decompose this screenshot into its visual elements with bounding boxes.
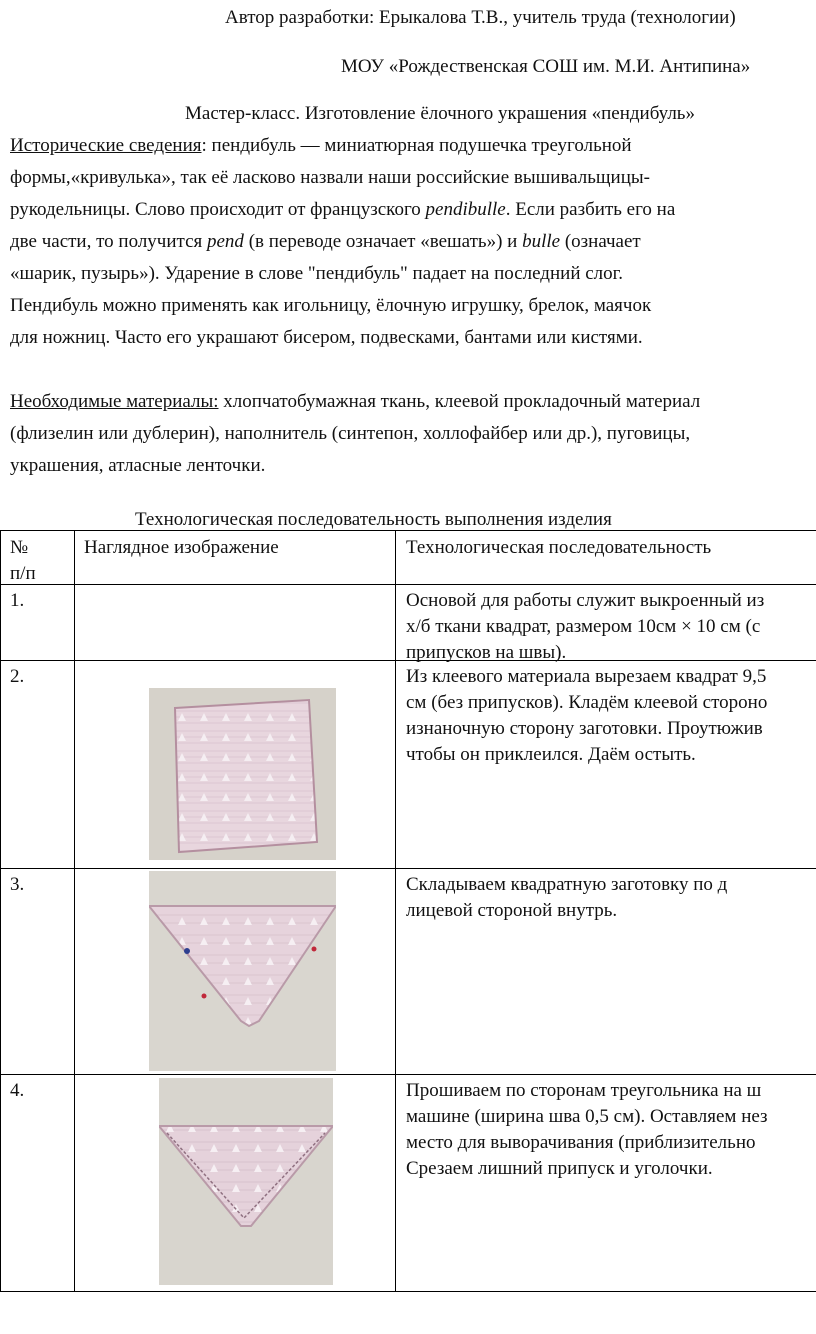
fabric-square-photo <box>149 688 336 860</box>
folded-triangle-photo <box>149 871 336 1071</box>
technology-table <box>0 530 816 1292</box>
row-2-num: 2. <box>10 666 25 687</box>
table-border <box>0 530 816 531</box>
folded-triangle-image <box>149 871 336 1071</box>
header-num: № п/п <box>10 537 36 584</box>
row-4-text: Прошиваем по сторонам треугольника на ш машине (ширина шва 0,5 см). Оставляем нез место для выворачивания (приблизительно Срезаем лишний припуск и уголочки. <box>406 1080 768 1179</box>
history-label: Исторические сведения <box>10 135 202 156</box>
history-line-6: Пендибуль можно применять как игольницу, ёлочную игрушку, брелок, маячок <box>10 295 652 316</box>
history-line-4: две части, то получится pend (в переводе означает «вешать») и bulle (означает <box>10 231 641 252</box>
header-sequence: Технологическая последовательность <box>406 537 712 558</box>
table-border <box>0 584 816 585</box>
table-border <box>0 1074 816 1075</box>
history-line-3: рукодельницы. Слово происходит от французского pendibulle. Если разбить его на <box>10 199 676 220</box>
school-line: МОУ «Рождественская СОШ им. М.И. Антипина» <box>341 56 751 77</box>
table-border <box>395 530 396 1292</box>
table-border <box>0 868 816 869</box>
table-border <box>0 1291 816 1292</box>
table-title: Технологическая последовательность выполнения изделия <box>135 509 612 530</box>
author-line: Автор разработки: Ерыкалова Т.В., учитель труда (технологии) <box>225 7 736 28</box>
materials-line-1: Необходимые материалы: хлопчатобумажная ткань, клеевой прокладочный материал <box>10 391 701 412</box>
materials-label: Необходимые материалы: <box>10 391 219 412</box>
header-image: Наглядное изображение <box>84 537 279 558</box>
stitched-triangle-photo <box>159 1078 333 1285</box>
history-line-7: для ножниц. Часто его украшают бисером, подвесками, бантами или кистями. <box>10 327 643 348</box>
row-4-num: 4. <box>10 1080 25 1101</box>
table-border <box>0 530 1 1292</box>
row-3-text: Складываем квадратную заготовку по д лицевой стороной внутрь. <box>406 874 728 921</box>
table-border <box>74 530 75 1292</box>
materials-line-2: (флизелин или дублерин), наполнитель (синтепон, холлофайбер или др.), пуговицы, <box>10 423 691 444</box>
fabric-square-image <box>149 688 336 860</box>
materials-line-3: украшения, атласные ленточки. <box>10 455 266 476</box>
row-3-num: 3. <box>10 874 25 895</box>
page-title: Мастер-класс. Изготовление ёлочного украшения «пендибуль» <box>185 103 695 124</box>
row-2-text: Из клеевого материала вырезаем квадрат 9,5 см (без припусков). Кладём клеевой стороно изнаночную сторону заготовки. Проутюжив чтобы он приклеился. Даём остыть. <box>406 666 768 765</box>
history-line-5: «шарик, пузырь»). Ударение в слове "пендибуль" падает на последний слог. <box>10 263 624 284</box>
history-line-2: формы,«кривулька», так её ласково назвали наши российские вышивальщицы- <box>10 167 650 188</box>
row-1-num: 1. <box>10 590 25 611</box>
stitched-triangle-image <box>159 1078 333 1285</box>
history-line-1: Исторические сведения: пендибуль — миниатюрная подушечка треугольной <box>10 135 632 156</box>
row-1-text: Основой для работы служит выкроенный из х/б ткани квадрат, размером 10см × 10 см (с припусков на швы). <box>406 590 765 663</box>
